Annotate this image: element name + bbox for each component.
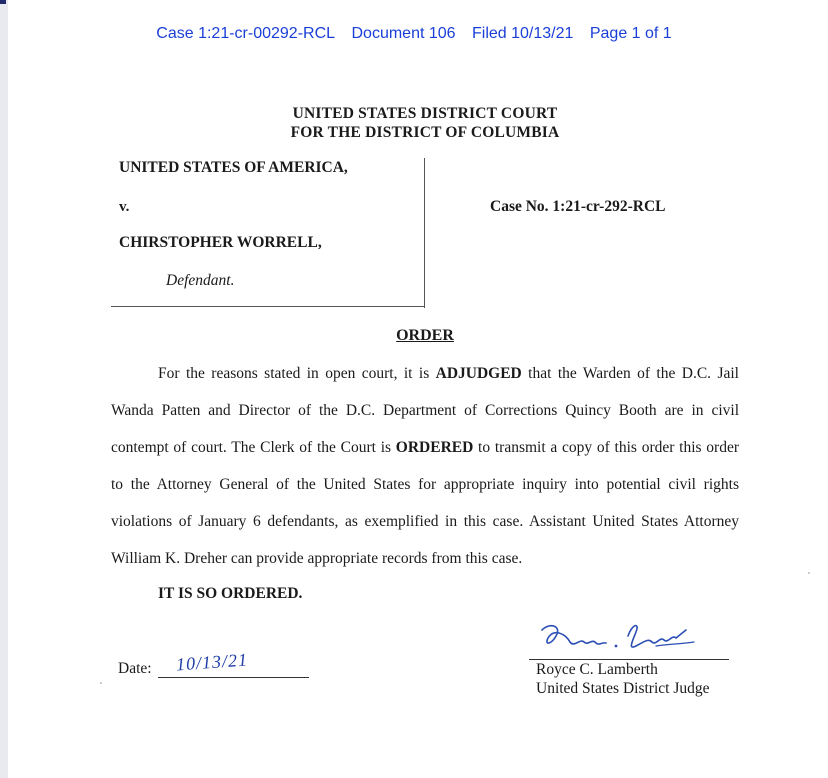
caption-versus: v. xyxy=(119,199,130,215)
viewer-corner-mark xyxy=(0,0,6,4)
header-page-number: Page 1 of 1 xyxy=(589,25,672,42)
caption-divider-horizontal xyxy=(111,306,425,307)
court-title-line-2: FOR THE DISTRICT OF COLUMBIA xyxy=(290,124,560,141)
handwritten-date: 10/13/21 xyxy=(175,649,249,675)
header-case-number: Case 1:21-cr-00292-RCL xyxy=(156,25,336,42)
order-paragraph-line: to the Attorney General of the United States for appropriate inquiry into potential civil rights xyxy=(111,476,739,493)
caption-defendant-label: Defendant. xyxy=(166,272,235,289)
judge-signature-line xyxy=(529,659,729,660)
order-heading: ORDER xyxy=(396,327,454,344)
order-paragraph-line: violations of January 6 defendants, as exemplified in this case. Assistant United States Attorney xyxy=(111,513,739,530)
scan-speck xyxy=(100,682,102,684)
order-paragraph-line: Wanda Patten and Director of the D.C. Department of Corrections Quincy Booth are in civil xyxy=(111,402,739,419)
order-paragraph-line: contempt of court. The Clerk of the Court is ORDERED to transmit a copy of this order this order xyxy=(111,439,739,456)
filing-header xyxy=(0,25,828,43)
judge-signature-icon xyxy=(536,616,696,662)
judge-name: Royce C. Lamberth xyxy=(536,661,658,678)
judge-title: United States District Judge xyxy=(536,680,710,697)
order-paragraph-line: For the reasons stated in open court, it is ADJUDGED that the Warden of the D.C. Jail xyxy=(158,365,739,382)
caption-divider-vertical xyxy=(424,158,425,308)
scan-speck xyxy=(808,572,810,574)
court-title xyxy=(0,104,828,142)
caption-defendant: CHIRSTOPHER WORRELL, xyxy=(119,234,322,251)
date-label: Date: xyxy=(118,660,152,677)
adjudged-emphasis: ADJUDGED xyxy=(435,365,522,382)
date-signature-line xyxy=(158,677,309,678)
order-paragraph-line: William K. Dreher can provide appropriate records from this case. xyxy=(111,550,523,567)
so-ordered-closing: IT IS SO ORDERED. xyxy=(158,585,303,602)
header-document-number: Document 106 xyxy=(351,25,456,42)
ordered-emphasis: ORDERED xyxy=(395,439,474,456)
court-title-line-1: UNITED STATES DISTRICT COURT xyxy=(292,105,558,122)
caption-plaintiff: UNITED STATES OF AMERICA, xyxy=(119,159,348,176)
header-filed-date: Filed 10/13/21 xyxy=(472,25,574,42)
case-number: Case No. 1:21-cr-292-RCL xyxy=(490,198,666,215)
